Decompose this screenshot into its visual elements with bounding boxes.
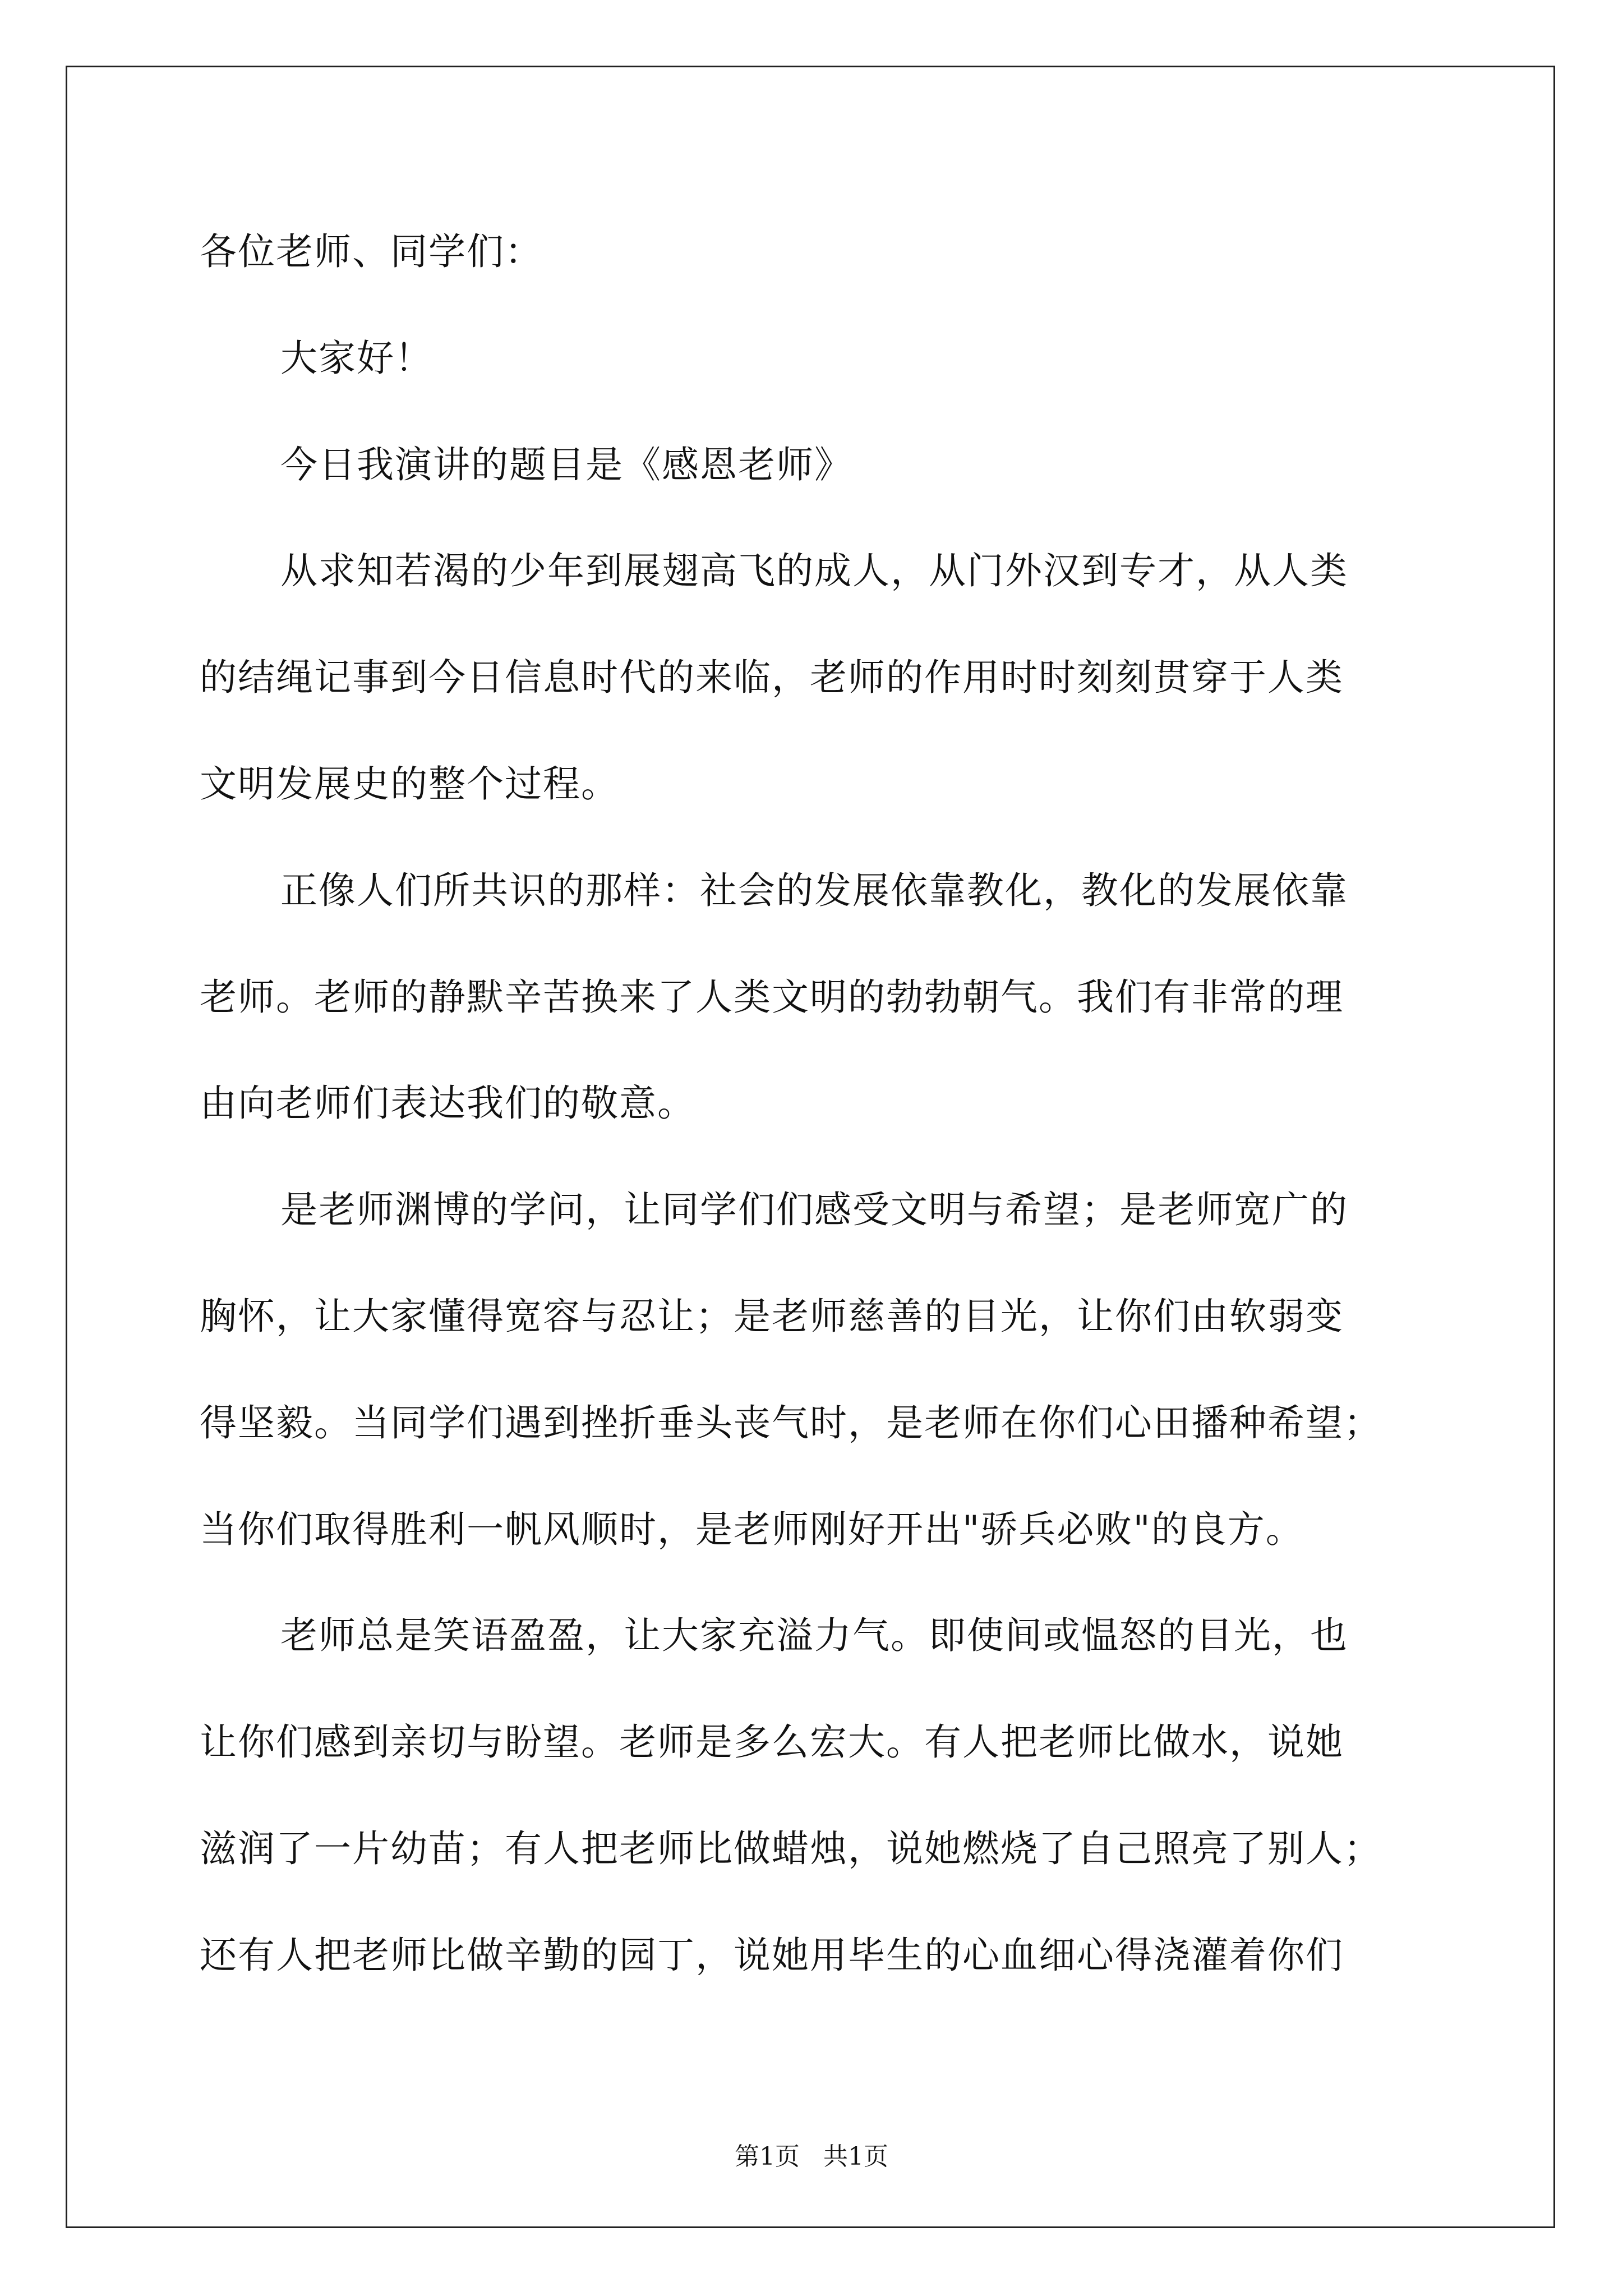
paragraph-line: 是老师渊博的学问，让同学们们感受文明与希望；是老师宽广的 [280, 1188, 1348, 1231]
speech-title-line: 今日我演讲的题目是《感恩老师》 [280, 443, 852, 486]
salutation: 各位老师、同学们： [200, 230, 543, 273]
paragraph-line: 让你们感到亲切与盼望。老师是多么宏大。有人把老师比做水，说她 [200, 1720, 1344, 1764]
paragraph-line: 还有人把老师比做辛勤的园丁，说她用毕生的心血细心得浇灌着你们 [200, 1934, 1344, 1977]
page-border [66, 66, 1555, 2228]
paragraph-line: 老师。老师的静默辛苦换来了人类文明的勃勃朝气。我们有非常的理 [200, 976, 1344, 1019]
paragraph-line: 得坚毅。当同学们遇到挫折垂头丧气时，是老师在你们心田播种希望； [200, 1401, 1382, 1444]
page-number-footer: 第1页 共1页 [735, 2142, 888, 2171]
paragraph-line: 文明发展史的整个过程。 [200, 762, 619, 806]
paragraph-line: 胸怀，让大家懂得宽容与忍让；是老师慈善的目光，让你们由软弱变 [200, 1295, 1344, 1338]
paragraph-line: 正像人们所共识的那样：社会的发展依靠教化，教化的发展依靠 [280, 869, 1348, 912]
paragraph-line: 当你们取得胜利一帆风顺时，是老师刚好开出"骄兵必败"的良方。 [200, 1508, 1304, 1551]
greeting: 大家好！ [280, 337, 433, 380]
paragraph-line: 从求知若渴的少年到展翅高飞的成人，从门外汉到专才，从人类 [280, 549, 1348, 592]
paragraph-line: 滋润了一片幼苗；有人把老师比做蜡烛，说她燃烧了自己照亮了别人； [200, 1827, 1382, 1870]
paragraph-line: 老师总是笑语盈盈，让大家充溢力气。即使间或愠怒的目光，也 [280, 1614, 1348, 1657]
paragraph-line: 的结绳记事到今日信息时代的来临，老师的作用时时刻刻贯穿于人类 [200, 656, 1344, 699]
paragraph-line: 由向老师们表达我们的敬意。 [200, 1082, 695, 1125]
